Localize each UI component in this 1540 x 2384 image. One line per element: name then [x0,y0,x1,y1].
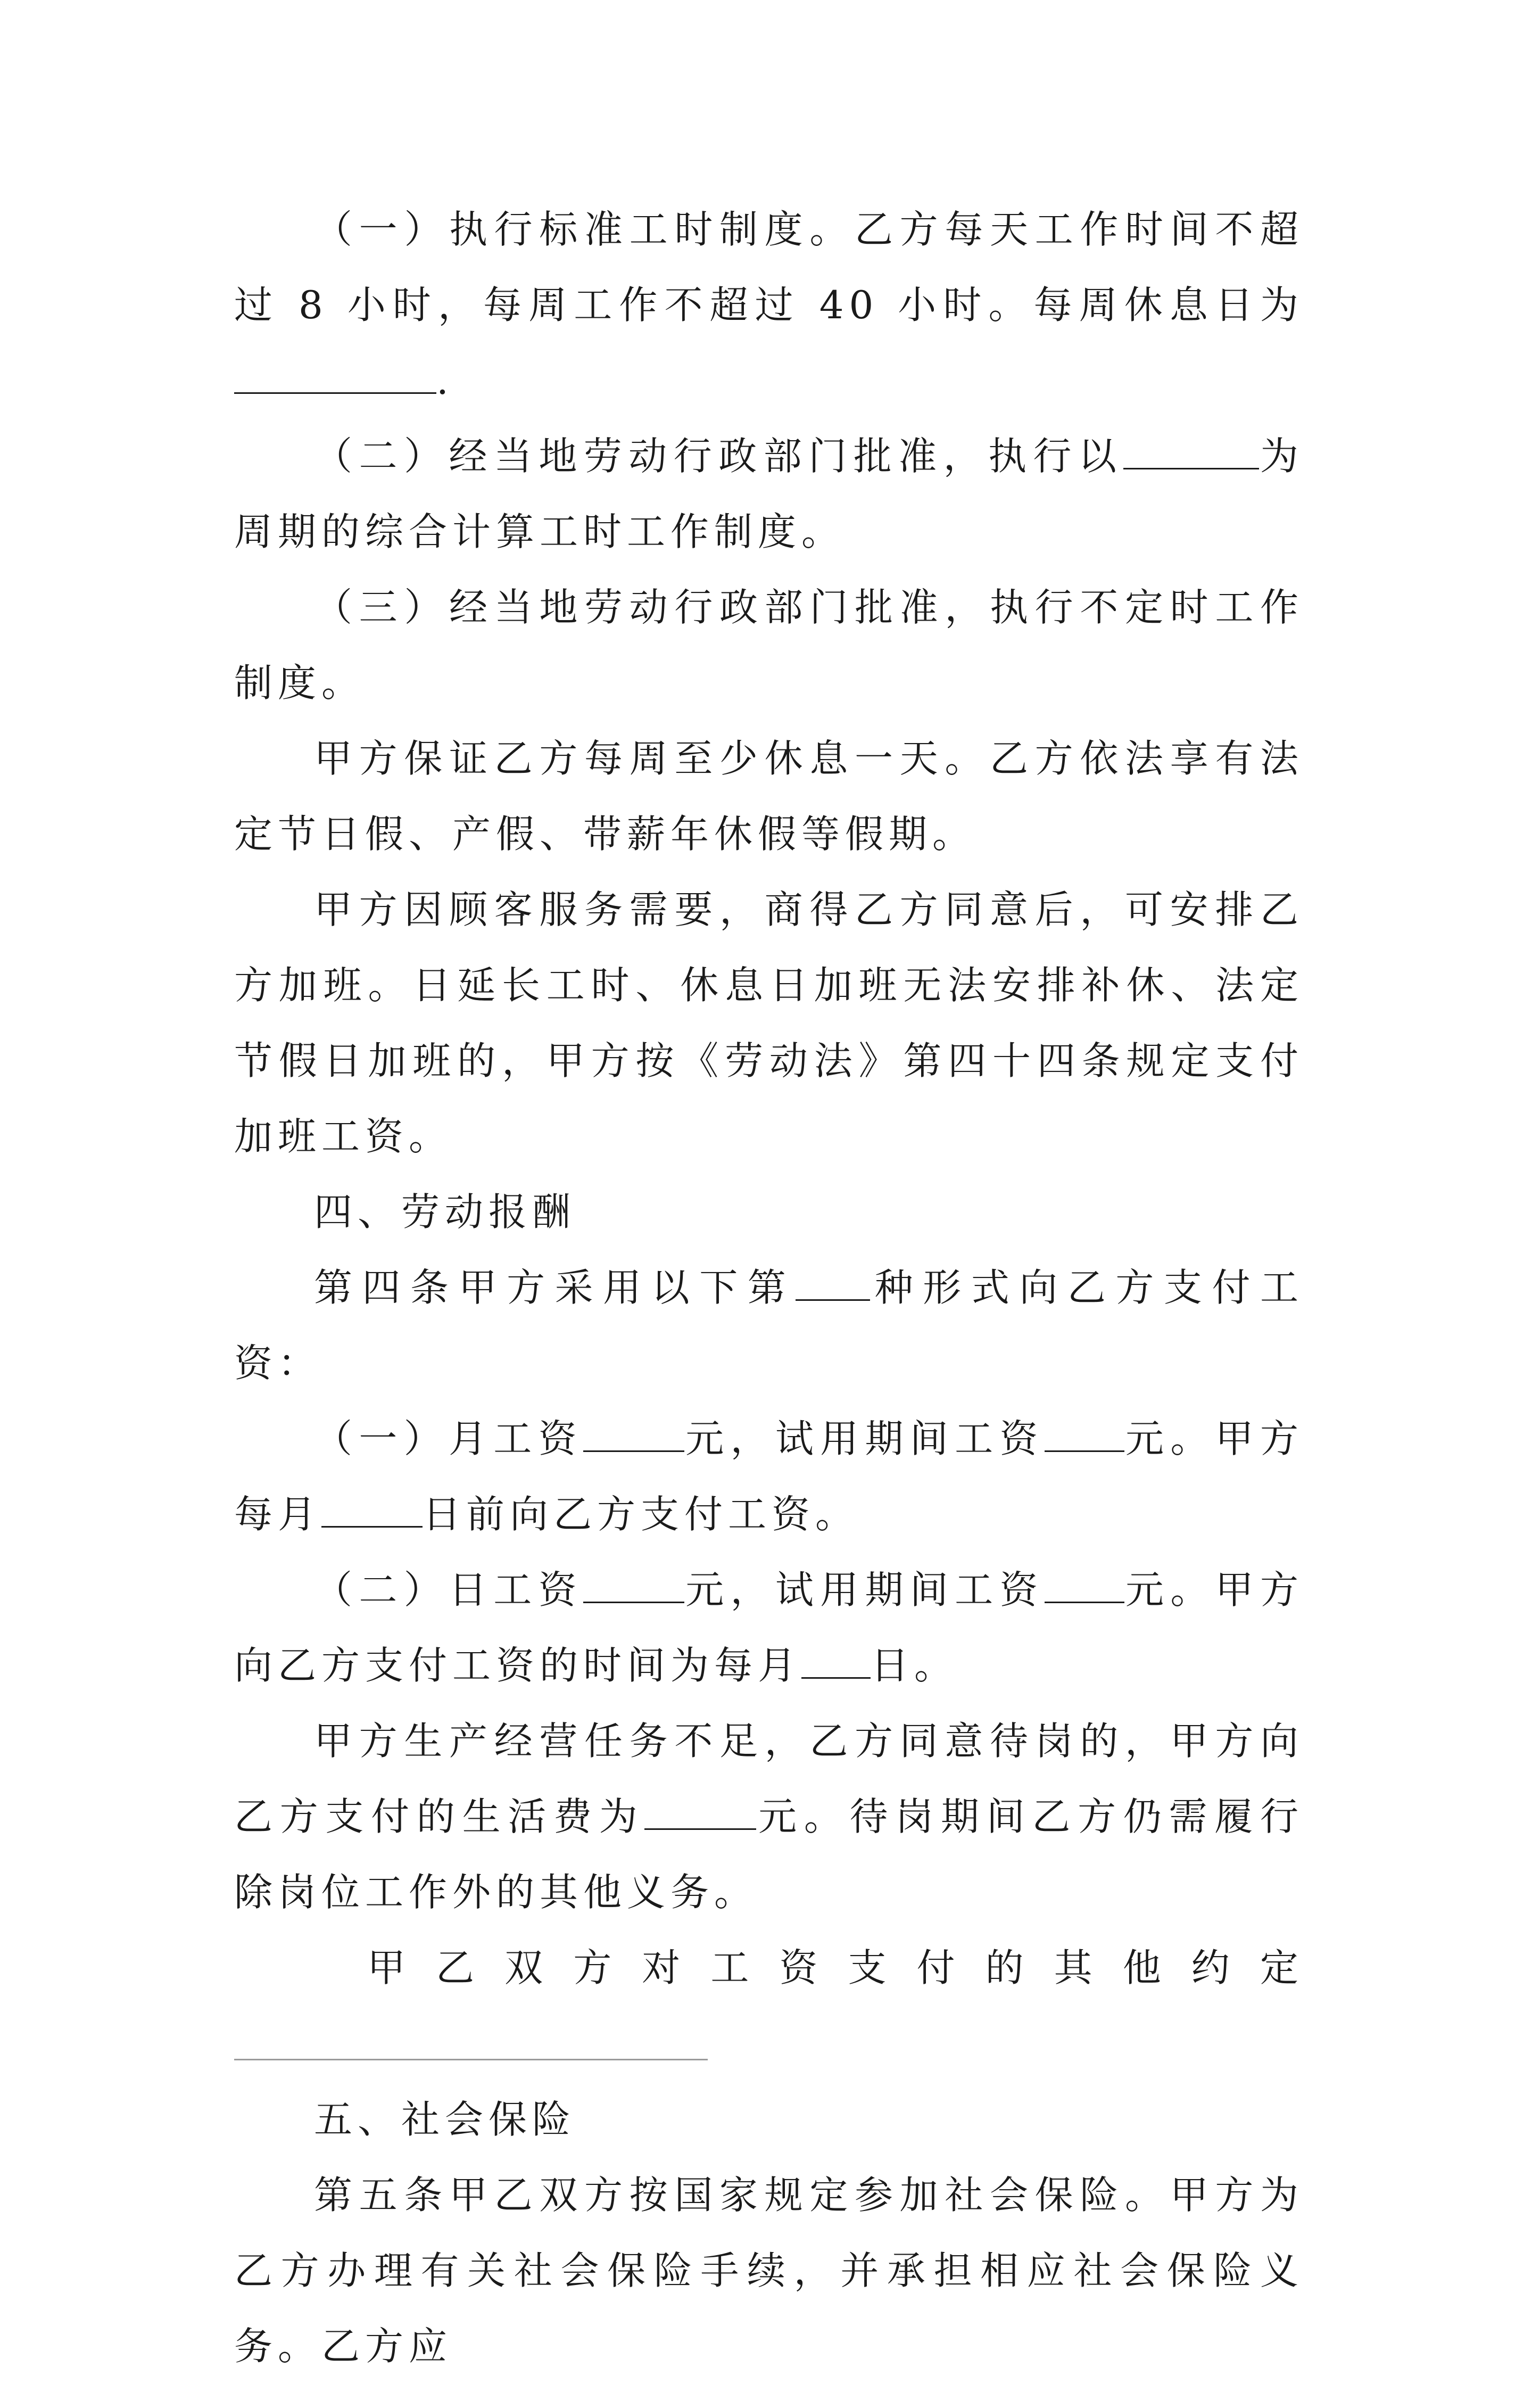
paragraph-article-5: 第五条甲乙双方按国家规定参加社会保险。甲方为乙方办理有关社会保险手续，并承担相应社会保险义务。乙方应 [234,2173,1304,2369]
paragraph-other-agreement [234,1930,1304,2006]
text: 第四条甲方采用以下第 [314,1265,796,1310]
spread-char: 定 [1260,1945,1304,1990]
fill-blank-daily-wage[interactable] [583,1565,684,1603]
fill-blank-form-number[interactable] [796,1263,870,1301]
fill-blank-probation-wage[interactable] [1045,1414,1124,1452]
paragraph-daily-wage [234,1552,1304,1703]
paragraph-work-hours-flexible: （三）经当地劳动行政部门批准，执行不定时工作制度。 [234,585,1304,705]
fill-blank-monthly-pay-day[interactable] [801,1641,871,1679]
text: 元，试用期间工资 [684,1568,1045,1612]
fill-blank-monthly-wage[interactable] [583,1414,684,1452]
text: 元。甲方向乙方支付工资的时间为每月 [234,1568,1304,1688]
text: 甲方生产经营任务不足，乙方同意待岗的，甲方向乙方支付的生活费为 [234,1719,1304,1839]
section-heading-social-insurance: 五、社会保险 [314,2097,576,2142]
fill-blank-rest-day[interactable] [234,356,436,394]
text: 日。 [871,1643,958,1688]
paragraph-rest-days: 甲方保证乙方每周至少休息一天。乙方依法享有法定节日假、产假、带薪年休假等假期。 [234,736,1304,856]
text: 种形式向乙方支付工资： [234,1265,1304,1385]
spread-char: 资 [779,1945,823,1990]
fill-blank-living-allowance[interactable] [644,1792,756,1830]
section-heading-remuneration: 四、劳动报酬 [314,1190,576,1234]
fill-blank-probation-daily-wage[interactable] [1045,1565,1124,1603]
fill-blank-pay-day[interactable] [321,1490,423,1528]
paragraph-work-hours-comprehensive [234,418,1304,570]
paragraph-overtime: 甲方因顾客服务需要，商得乙方同意后，可安排乙方加班。日延长工时、休息日加班无法安排补休、法定节假日加班的，甲方按《劳动法》第四十四条规定支付加班工资。 [234,887,1304,1159]
paragraph-standby-allowance [234,1703,1304,1930]
spread-char: 工 [710,1945,755,1990]
fill-blank-period[interactable] [1123,432,1259,469]
spread-char: 付 [916,1945,961,1990]
spread-char: 甲 [367,1945,411,1990]
spread-char: 对 [642,1945,686,1990]
spread-char: 约 [1191,1945,1235,1990]
text: （一）月工资 [314,1416,583,1461]
spread-char: 乙 [436,1945,480,1990]
text: 元。待岗期间乙方仍需履行除岗位工作外的其他义务。 [234,1794,1304,1915]
text: （一）执行标准工时制度。乙方每天工作时间不超过 8 小时，每周工作不超过 40 小时。每周休息日为 [234,207,1304,327]
paragraph-monthly-wage [234,1401,1304,1552]
paragraph-work-hours-standard [234,192,1304,418]
text: . [436,358,454,403]
document-body [234,192,1304,2384]
text: 元。甲方每月 [234,1416,1304,1537]
spread-char: 的 [985,1945,1029,1990]
text: （二）经当地劳动行政部门批准，执行以 [314,434,1123,479]
text: 元，试用期间工资 [684,1416,1045,1461]
spread-char: 方 [573,1945,617,1990]
paragraph-article-4 [234,1250,1304,1401]
text: 日前向乙方支付工资。 [423,1492,859,1537]
spread-char: 双 [504,1945,549,1990]
spread-char: 其 [1054,1945,1098,1990]
fill-line-other-agreement[interactable] [234,2059,708,2060]
text: 为周期的综合计算工时工作制度。 [234,434,1304,554]
spread-char: 支 [848,1945,892,1990]
spread-char: 他 [1122,1945,1166,1990]
text: （二）日工资 [314,1568,583,1612]
